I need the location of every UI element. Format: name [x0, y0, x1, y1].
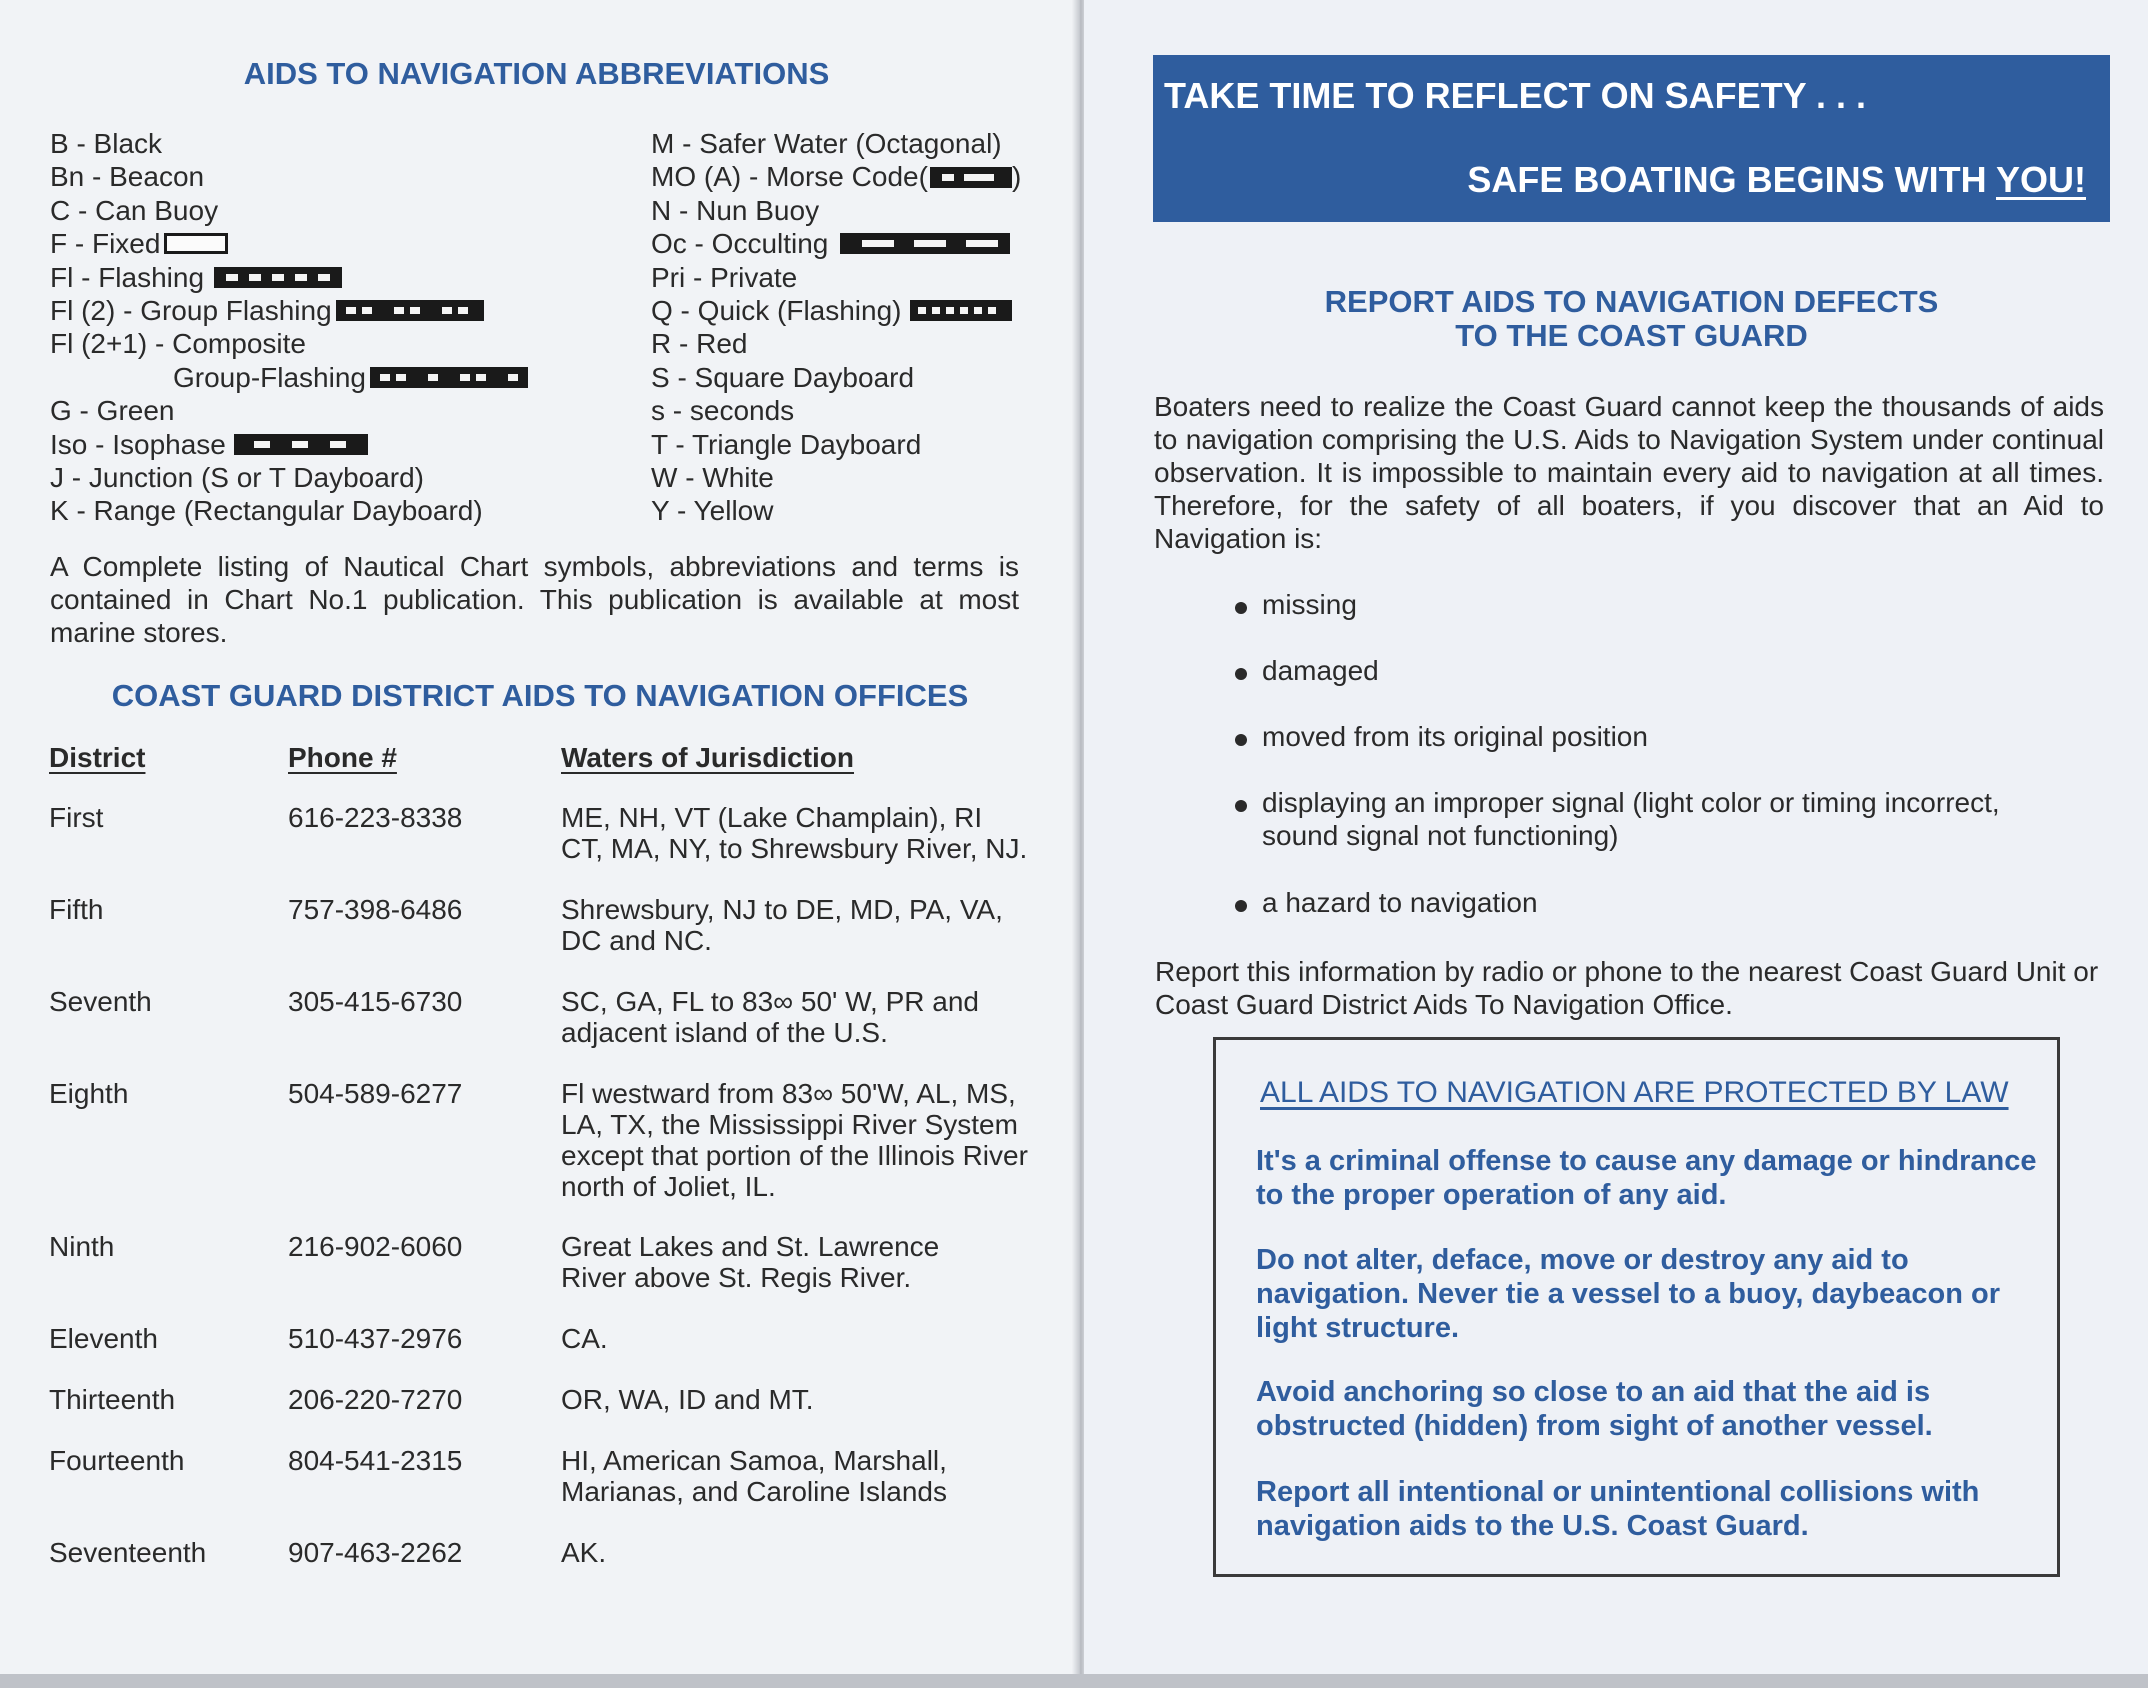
safety-banner [1153, 55, 2110, 222]
district-cell: Seventeenth [49, 1537, 207, 1568]
table-row [49, 986, 1059, 1078]
law-report-collisions: Report all intentional or unintentional collisions with navigation aids to the U.S. Coast Guard. [1256, 1476, 1980, 1542]
waters-line: Great Lakes and St. Lawrence [561, 1231, 940, 1262]
waters-line: AK. [561, 1537, 607, 1568]
abbr-composite-group-flashing: Group-Flashing [50, 359, 528, 392]
table-row [49, 1231, 1059, 1323]
law-criminal-offense: It's a criminal offense to cause any damage or hindrance to the proper operation of any aid. [1256, 1145, 2037, 1211]
abbr-isophase: Iso - Isophase [50, 426, 528, 459]
waters-line: CT, MA, NY, to Shrewsbury River, NJ. [561, 833, 1028, 864]
abbreviations-left-column [50, 125, 528, 526]
defect-improper-signal: displaying an improper signal (light color or timing incorrect, sound signal not functioning) [1232, 786, 2032, 852]
waters-line: Shrewsbury, NJ to DE, MD, PA, VA, [561, 894, 1003, 925]
abbr-safer-water: M - Safer Water (Octagonal) [651, 127, 1002, 159]
abbreviations-heading: AIDS TO NAVIGATION ABBREVIATIONS [243, 56, 830, 91]
abbr-white: W - White [651, 461, 774, 493]
district-cell: Seventh [49, 986, 152, 1017]
waters-cell [561, 1445, 1061, 1507]
abbr-green: G - Green [50, 395, 175, 427]
waters-line: adjacent island of the U.S. [561, 1017, 888, 1048]
phone-cell: 616-223-8338 [288, 802, 463, 833]
waters-cell [561, 894, 1061, 956]
isophase-light-symbol [234, 434, 368, 455]
waters-column-header: Waters of Jurisdiction [561, 742, 855, 773]
abbr-range: K - Range (Rectangular Dayboard) [50, 495, 483, 527]
banner-you: YOU! [1996, 159, 2086, 200]
district-cell: Fifth [49, 894, 104, 925]
banner-line-2: SAFE BOATING BEGINS WITH YOU! [1467, 159, 2086, 200]
defect-moved: moved from its original position [1232, 720, 1648, 753]
offices-heading: COAST GUARD DISTRICT AIDS TO NAVIGATION OFFICES [111, 678, 969, 713]
fixed-light-symbol [164, 233, 228, 254]
abbr-beacon: Bn - Beacon [50, 161, 205, 193]
district-cell: Ninth [49, 1231, 115, 1262]
defect-damaged: damaged [1232, 654, 1379, 687]
waters-cell [561, 1537, 1061, 1568]
abbr-black: B - Black [50, 127, 163, 159]
waters-line: HI, American Samoa, Marshall, [561, 1445, 947, 1476]
waters-line: OR, WA, ID and MT. [561, 1384, 814, 1415]
abbr-group-flashing: Fl (2) - Group Flashing [50, 292, 528, 325]
phone-cell: 305-415-6730 [288, 986, 463, 1017]
report-heading-line-1: REPORT AIDS TO NAVIGATION DEFECTS [1324, 284, 1939, 319]
district-cell: Thirteenth [49, 1384, 176, 1415]
report-intro: Boaters need to realize the Coast Guard cannot keep the thousands of aids to navigation comprising the U.S. Aids to Navigation System under continual observation. It is impossible to maintain every aid to navigation at all times. Therefore, for the safety of all boaters, if you discover that an Aid to Navigation is: [1154, 391, 2104, 554]
waters-line: SC, GA, FL to 83∞ 50' W, PR and [561, 986, 980, 1017]
waters-line: DC and NC. [561, 925, 712, 956]
waters-line: ME, NH, VT (Lake Champlain), RI [561, 802, 983, 833]
waters-line: north of Joliet, IL. [561, 1171, 776, 1202]
abbr-private: Pri - Private [651, 261, 798, 293]
flashing-light-symbol [214, 267, 342, 288]
phone-cell: 216-902-6060 [288, 1231, 463, 1262]
waters-cell [561, 1384, 1061, 1415]
abbr-occulting: Oc - Occulting [651, 225, 1021, 258]
waters-cell [561, 986, 1061, 1048]
abbr-junction: J - Junction (S or T Dayboard) [50, 461, 425, 493]
table-row [49, 1537, 1059, 1598]
district-cell: First [49, 802, 104, 833]
phone-cell: 206-220-7270 [288, 1384, 463, 1415]
defect-hazard: a hazard to navigation [1232, 886, 1538, 919]
composite-group-flashing-light-symbol [370, 367, 528, 388]
occulting-light-symbol [840, 233, 1010, 254]
table-row [49, 802, 1059, 894]
abbr-red: R - Red [651, 328, 748, 360]
table-row [49, 1078, 1059, 1231]
phone-cell: 510-437-2976 [288, 1323, 463, 1354]
law-avoid-anchoring: Avoid anchoring so close to an aid that the aid is obstructed (hidden) from sight of another vessel. [1256, 1376, 1933, 1442]
banner-line-1: TAKE TIME TO REFLECT ON SAFETY . . . [1164, 75, 1867, 116]
page-bottom-edge [0, 1674, 2148, 1688]
table-row [49, 1445, 1059, 1537]
waters-line: River above St. Regis River. [561, 1262, 912, 1293]
report-heading [1153, 285, 2110, 353]
abbr-fixed: F - Fixed [50, 225, 528, 258]
district-cell: Fourteenth [49, 1445, 185, 1476]
abbr-seconds: s - seconds [651, 395, 795, 427]
phone-column-header: Phone # [288, 742, 397, 773]
abbr-composite: Fl (2+1) - Composite [50, 328, 306, 360]
district-column-header: District [49, 742, 146, 773]
table-row [49, 1384, 1059, 1445]
abbr-can-buoy: C - Can Buoy [50, 194, 219, 226]
waters-cell [561, 1078, 1061, 1202]
district-cell: Eleventh [49, 1323, 158, 1354]
abbr-nun-buoy: N - Nun Buoy [651, 194, 820, 226]
waters-line: Marianas, and Caroline Islands [561, 1476, 947, 1507]
waters-line: LA, TX, the Mississippi River System [561, 1109, 1018, 1140]
waters-cell [561, 1323, 1061, 1354]
abbr-morse-code: MO (A) - Morse Code( ) [651, 161, 1022, 193]
district-cell: Eighth [49, 1078, 129, 1109]
phone-cell: 907-463-2262 [288, 1537, 463, 1568]
phone-cell: 757-398-6486 [288, 894, 463, 925]
abbreviations-right-column [651, 125, 1021, 526]
report-heading-line-2: TO THE COAST GUARD [1455, 318, 1808, 353]
abbr-square-dayboard: S - Square Dayboard [651, 361, 915, 393]
quick-flashing-light-symbol [910, 300, 1012, 321]
waters-cell [561, 1231, 1061, 1293]
abbr-quick-flashing: Q - Quick (Flashing) [651, 292, 1021, 325]
abbr-flashing: Fl - Flashing [50, 259, 528, 292]
table-row [49, 1323, 1059, 1384]
morse-code-light-symbol [930, 167, 1012, 188]
group-flashing-light-symbol [336, 300, 484, 321]
defect-missing: missing [1232, 588, 1357, 621]
table-row [49, 894, 1059, 986]
report-note: Report this information by radio or phone to the nearest Coast Guard Unit or Coast Guard District Aids To Navigation Office. [1155, 956, 2099, 1020]
table-body [49, 802, 1059, 1598]
waters-cell [561, 802, 1061, 864]
table-header [49, 742, 1059, 802]
waters-line: Fl westward from 83∞ 50'W, AL, MS, [561, 1078, 1016, 1109]
abbr-triangle-dayboard: T - Triangle Dayboard [651, 428, 922, 460]
phone-cell: 804-541-2315 [288, 1445, 463, 1476]
district-offices-table [49, 742, 1059, 1598]
law-do-not-alter: Do not alter, deface, move or destroy any aid to navigation. Never tie a vessel to a buoy, daybeacon or light structure. [1256, 1244, 2001, 1344]
waters-line: except that portion of the Illinois River [561, 1140, 1028, 1171]
phone-cell: 504-589-6277 [288, 1078, 463, 1109]
chart-no1-note: A Complete listing of Nautical Chart symbols, abbreviations and terms is contained in Chart No.1 publication. This publication is available at most marine stores. [50, 551, 1019, 648]
abbr-yellow: Y - Yellow [651, 495, 774, 527]
protected-by-law-box [1213, 1037, 2060, 1577]
waters-line: CA. [561, 1323, 608, 1354]
law-title: ALL AIDS TO NAVIGATION ARE PROTECTED BY LAW [1260, 1076, 2009, 1109]
